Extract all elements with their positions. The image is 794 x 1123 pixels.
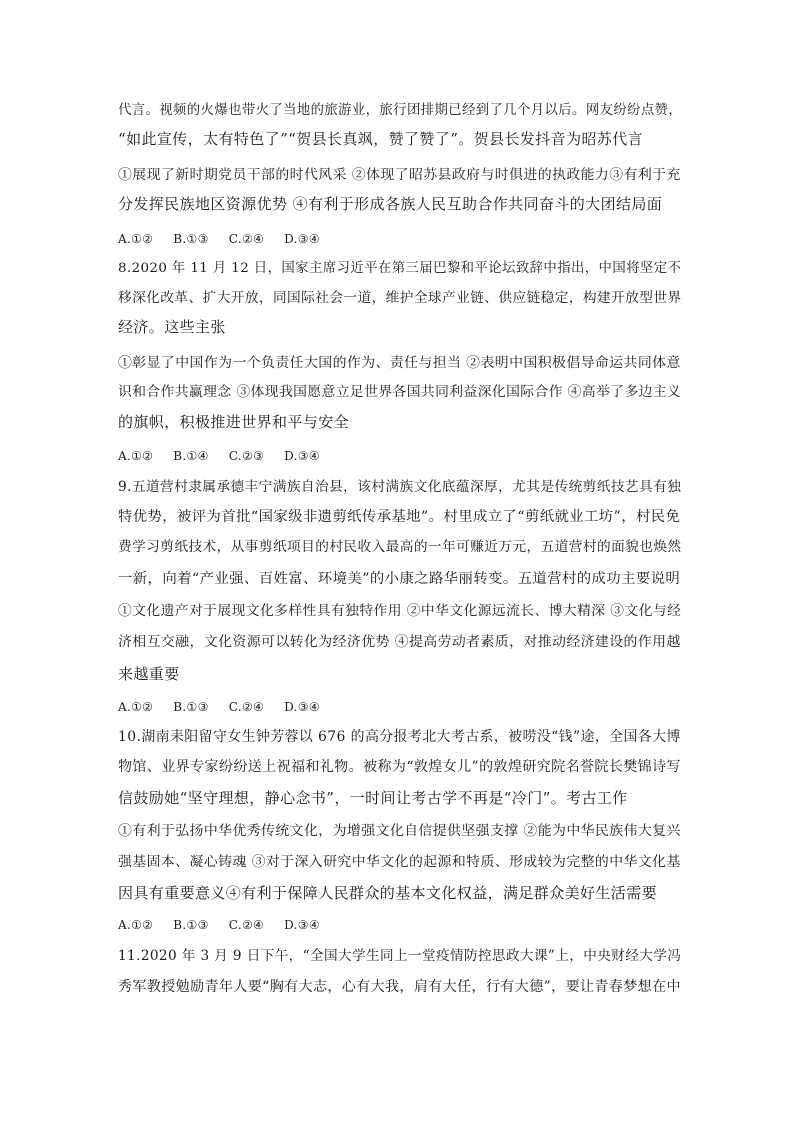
text-line: 强基固本、凝心铸魂 ③对于深入研究中华文化的起源和特质、形成较为完整的中华文化基 bbox=[118, 854, 681, 870]
question-text: 11.2020 年 3 月 9 日下午，“全国大学生同上一堂疫情防控思政大课”上，中央财经大学冯 bbox=[118, 948, 682, 964]
text-line: 经济。这些主张 bbox=[118, 318, 226, 336]
text-line: 因具有重要意义④有利于保障人民群众的基本文化权益，满足群众美好生活需要 bbox=[118, 884, 658, 902]
text-line: 代言。视频的火爆也带火了当地的旅游业，旅行团排期已经到了几个月以后。网友纷纷点赞， bbox=[118, 103, 683, 118]
text-line: 移深化改革、扩大开放，同国际社会一道，维护全球产业链、供应链稳定，构建开放型世界 bbox=[118, 290, 682, 306]
text-line: ①文化遗产对于展现文化多样性具有独特作用 ②中华文化源远流长、博大精深 ③文化与经 bbox=[118, 603, 682, 619]
text-line: ①彰显了中国作为一个负责任大国的作为、责任与担当 ②表明中国积极倡导命运共同体意 bbox=[118, 355, 681, 371]
text-line: 信鼓励她“坚守理想，静心念书”，一时间让考古学不再是“冷门”。考古工作 bbox=[118, 789, 628, 807]
text-line: 秀军教授勉励青年人要“胸有大志，心有大我，肩有大任，行有大德”，要让青春梦想在中 bbox=[118, 979, 681, 995]
text-line: ①有利于弘扬中华优秀传统文化，为增强文化自信提供坚强支撑 ②能为中华民族伟大复兴 bbox=[118, 823, 681, 839]
answer-options: A.①② B.①④ C.②③ D.③④ bbox=[118, 449, 320, 463]
answer-options: A.①② B.①③ C.②④ D.③④ bbox=[118, 232, 320, 246]
text-line: 识和合作共赢理念 ③体现我国愿意立足世界各国共同利益深化国际合作 ④高举了多边主义 bbox=[118, 384, 682, 400]
text-line: 济相互交融，文化资源可以转化为经济优势 ④提高劳动者素质，对推动经济建设的作用越 bbox=[118, 634, 681, 650]
answer-options: A.①② B.①③ C.②④ D.③④ bbox=[118, 918, 320, 932]
text-line: 费学习剪纸技术，从事剪纸项目的村民收入最高的一年可赚近万元，五道营村的面貌也焕然 bbox=[118, 539, 682, 555]
text-line: ①展现了新时期党员干部的时代风采 ②体现了昭苏县政府与时俱进的执政能力③有利于充 bbox=[118, 167, 681, 183]
text-line: 来越重要 bbox=[118, 665, 180, 683]
answer-options: A.①② B.①③ C.②④ D.③④ bbox=[118, 700, 320, 714]
text-line: 分发挥民族地区资源优势 ④有利于形成各族人民互助合作共同奋斗的大团结局面 bbox=[118, 195, 663, 213]
text-line: 物馆、业界专家纷纷送上祝福和礼物。被称为“敦煌女儿”的敦煌研究院名誉院长樊锦诗写 bbox=[118, 759, 681, 775]
question-text: 8.2020 年 11 月 12 日，国家主席习近平在第三届巴黎和平论坛致辞中指出，中国将坚定不 bbox=[118, 261, 682, 276]
text-line: 的旗帜，积极推进世界和平与安全 bbox=[118, 413, 350, 431]
text-line: 一新，向着“产业强、百姓富、环境美”的小康之路华丽转变。五道营村的成功主要说明 bbox=[118, 571, 681, 587]
text-line: “如此宣传，太有特色了”“贺县长真飒，赞了赞了”。贺县长发抖音为昭苏代言 bbox=[118, 130, 644, 148]
question-text: 9.五道营村隶属承德丰宁满族自治县，该村满族文化底蕴深厚，尤其是传统剪纸技艺具有独 bbox=[118, 479, 682, 495]
text-line: 特优势，被评为首批“国家级非遗剪纸传承基地”。村里成立了“剪纸就业工坊”，村民免 bbox=[118, 509, 681, 525]
question-text: 10.湖南耒阳留守女生钟芳蓉以 676 的高分报考北大考古系，被唠没“钱”途，全国各大博 bbox=[118, 729, 681, 745]
